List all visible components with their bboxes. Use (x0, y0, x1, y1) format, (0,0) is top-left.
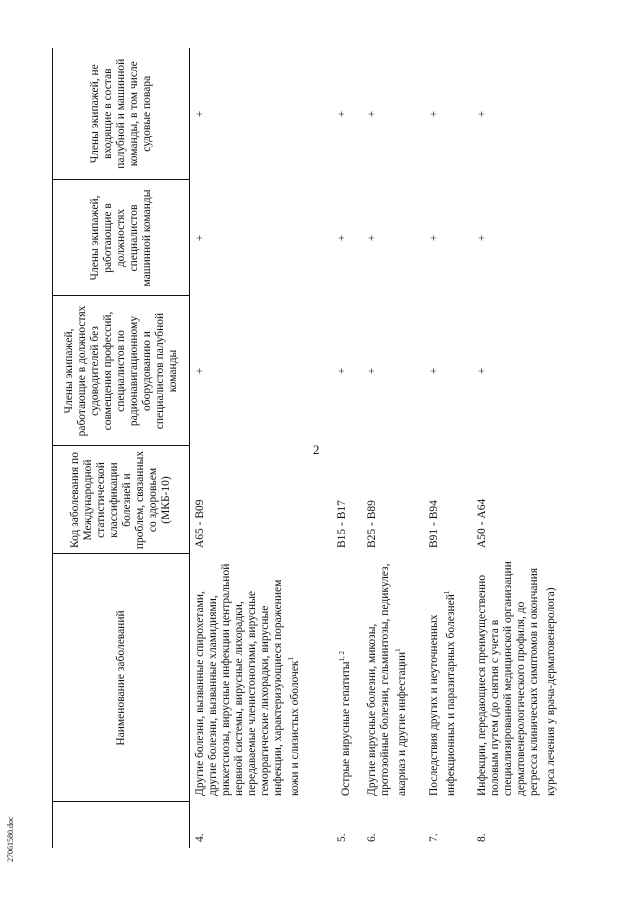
table-row (190, 48, 333, 848)
deck-crew-mark: + (336, 367, 348, 375)
engine-crew-mark: + (194, 234, 206, 242)
header-row (53, 48, 190, 848)
header-deck-crew: Члены экипажей, работающие в должностях судоводителей без совмещения профессий, специалистов по радионавигационному оборудованию и специалистов палубной команды (53, 296, 190, 446)
header-num (53, 802, 190, 848)
table-row (332, 48, 362, 848)
disease-name: Острые вирусные гепатиты$^{1, 2}$ (338, 651, 352, 796)
disease-name: Инфекции, передающиеся преимущественно половым путем (до снятия с учета в специализированной медицинской организации дерматовенерологического профиля, до регресса клинических симптомов и окончания курса лечения у врача-дерматовенеролога) (476, 561, 557, 796)
header-engine-crew: Члены экипажей, работающие в должностях специалистов машинной команды (53, 180, 190, 296)
other-crew-mark: + (336, 110, 348, 118)
engine-crew-mark: + (336, 234, 348, 242)
table-row (362, 48, 424, 848)
row-number: 7. (428, 833, 440, 842)
other-crew-mark: + (194, 110, 206, 118)
row-number: 4. (194, 833, 206, 842)
rotated-table-container (52, 48, 612, 848)
icd-code: В91 - В94 (428, 500, 440, 548)
icd-code: А50 - А64 (476, 498, 488, 548)
engine-crew-mark: + (476, 234, 488, 242)
icd-code: В15 - В17 (336, 500, 348, 548)
disease-name: Другие вирусные болезни, микозы, протозойные болезни, гельминтозы, педикулез, акариаз и другие инфестации$^1$ (366, 563, 408, 796)
row-number: 8. (476, 833, 488, 842)
deck-crew-mark: + (194, 367, 206, 375)
footnote-ref: 1 (443, 590, 451, 595)
header-icd-code: Код заболевания по Международной статистической классификации болезней и проблем, связанных со здоровьем (МКБ-10) (53, 446, 190, 554)
footnote-ref: 1, 2 (338, 651, 346, 662)
document-reference: 27061580.doc (6, 816, 15, 862)
header-disease-name: Наименование заболеваний (53, 554, 190, 802)
deck-crew-mark: + (428, 367, 440, 375)
other-crew-mark: + (476, 110, 488, 118)
disease-table (52, 48, 590, 848)
icd-code: А65 - В09 (194, 499, 206, 548)
table-row (472, 48, 590, 848)
row-number: 6. (366, 833, 378, 842)
engine-crew-mark: + (428, 234, 440, 242)
other-crew-mark: + (428, 110, 440, 118)
deck-crew-mark: + (366, 367, 378, 375)
engine-crew-mark: + (366, 234, 378, 242)
row-number: 5. (336, 833, 348, 842)
header-other-crew: Члены экипажей, не входящие в состав палубной и машинной команды, в том числе судовые повара (53, 48, 190, 180)
page-number: 2 (313, 442, 320, 457)
footnote-ref: 1 (287, 656, 295, 661)
footnote-ref: 1 (394, 648, 402, 652)
other-crew-mark: + (366, 110, 378, 118)
deck-crew-mark: + (476, 367, 488, 375)
disease-name: Другие болезни, вызванные спирохетами, другие болезни, вызванные хламидиями, риккетсиозы, вирусные инфекции центральной нервной системы, вирусные лихорадки, передаваемые членистоногими, вирусные геморрагические лихорадки, вирусные инфекции, характеризующиеся поражением кожи и слизистых оболочек$^1$ (194, 563, 301, 796)
icd-code: В25 - В89 (366, 500, 378, 548)
table-row (424, 48, 472, 848)
disease-name: Последствия других и неуточненных инфекционных и паразитарных болезней$^1$ (428, 590, 457, 796)
